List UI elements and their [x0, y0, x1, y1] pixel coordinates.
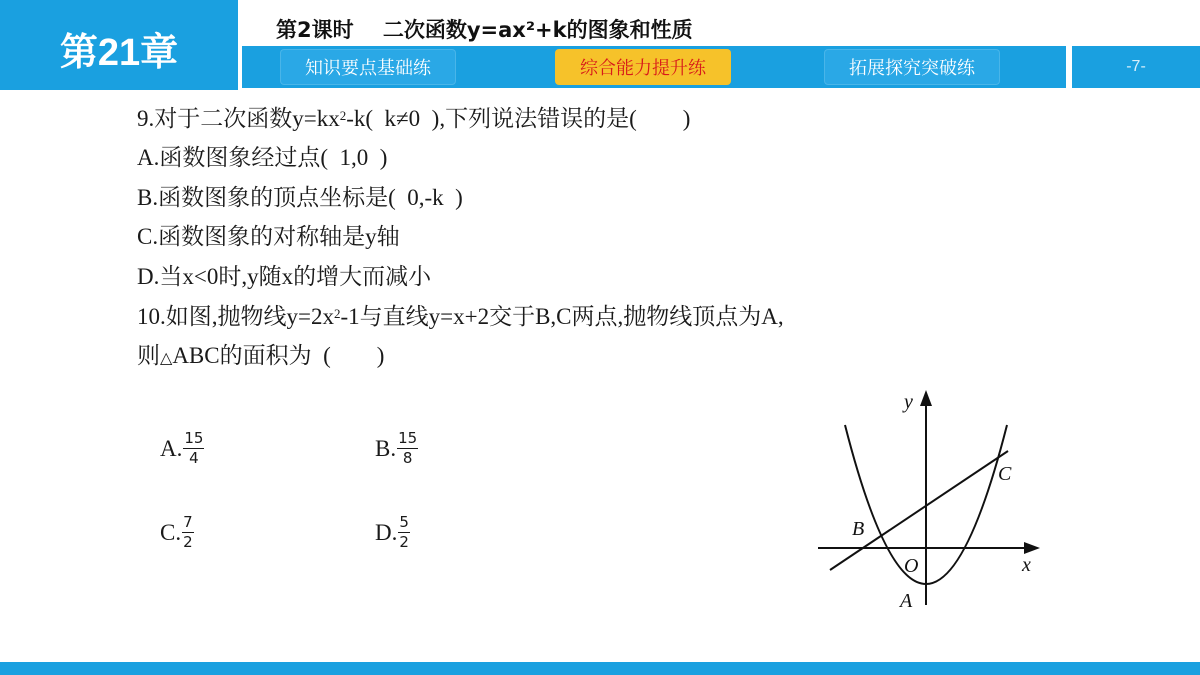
q10-line1-a: 10.如图,抛物线y=2x — [137, 304, 334, 329]
header-bar — [0, 0, 1200, 90]
point-a-label: A — [900, 590, 913, 612]
q10-option-c — [160, 514, 194, 551]
y-axis-arrow — [920, 390, 932, 406]
q9-stem — [137, 104, 690, 134]
q10-option-d-prefix: D. — [375, 519, 398, 545]
q9-stem-b: -k( k≠0 ),下列说法错误的是( ) — [346, 106, 691, 131]
q9-option-c: C.函数图象的对称轴是y轴 — [137, 224, 400, 249]
q10-option-a — [160, 430, 204, 467]
q10-stem-line2 — [137, 341, 384, 374]
x-axis-arrow — [1024, 542, 1040, 554]
q10-option-c-den: 2 — [183, 533, 193, 551]
triangle-symbol: △ — [160, 350, 173, 367]
parabola-line-figure — [810, 385, 1050, 615]
q9-option-a: A.函数图象经过点( 1,0 ) — [137, 145, 388, 170]
q10-stem-line1 — [137, 302, 784, 332]
q9-stem-sup: 2 — [339, 108, 347, 123]
q10-option-c-prefix: C. — [160, 519, 182, 545]
q10-option-a-den: 4 — [189, 449, 199, 467]
q10-option-c-fraction — [182, 514, 194, 551]
q10-option-b-fraction — [397, 430, 418, 467]
q10-option-d-den: 2 — [399, 533, 409, 551]
footer-bar — [0, 662, 1200, 675]
y-axis-label: y — [904, 391, 913, 413]
q10-option-d-num: 5 — [399, 513, 409, 531]
q10-line2-b: ABC的面积为 ( ) — [172, 343, 385, 368]
q10-option-b-den: 8 — [402, 449, 413, 467]
q10-option-b-num: 15 — [398, 429, 418, 447]
q10-line1-sup: 2 — [333, 306, 341, 321]
point-b-label: B — [852, 518, 865, 540]
q10-option-b — [375, 430, 418, 467]
q9-option-d: D.当x<0时,y随x的增大而减小 — [137, 264, 432, 289]
tab-comprehensive-practice[interactable]: 综合能力提升练 — [555, 49, 731, 85]
page-number: -7- — [1072, 46, 1200, 88]
tab-bar — [242, 46, 1066, 88]
q10-line2-a: 则 — [137, 343, 160, 368]
q10-option-b-prefix: B. — [375, 435, 397, 461]
q9-option-b: B.函数图象的顶点坐标是( 0,-k ) — [137, 185, 463, 210]
q10-option-d-fraction — [398, 514, 410, 551]
q10-line1-b: -1与直线y=x+2交于B,C两点,抛物线顶点为A, — [340, 304, 784, 329]
q10-option-a-prefix: A. — [160, 435, 183, 461]
point-c-label: C — [998, 463, 1012, 485]
tab-extension-practice[interactable]: 拓展探究突破练 — [824, 49, 1000, 85]
chapter-label: 第21章 — [0, 0, 238, 90]
origin-label: O — [904, 555, 919, 577]
x-axis-label: x — [1022, 554, 1031, 576]
lesson-title: 第2课时 二次函数y=ax²+k的图象和性质 — [276, 18, 693, 42]
q10-option-a-fraction — [183, 430, 204, 467]
tab-basic-practice[interactable]: 知识要点基础练 — [280, 49, 456, 85]
q10-option-a-num: 15 — [184, 429, 204, 447]
q9-stem-a: 9.对于二次函数y=kx — [137, 106, 340, 131]
q10-option-c-num: 7 — [183, 513, 193, 531]
q10-option-d — [375, 514, 410, 551]
